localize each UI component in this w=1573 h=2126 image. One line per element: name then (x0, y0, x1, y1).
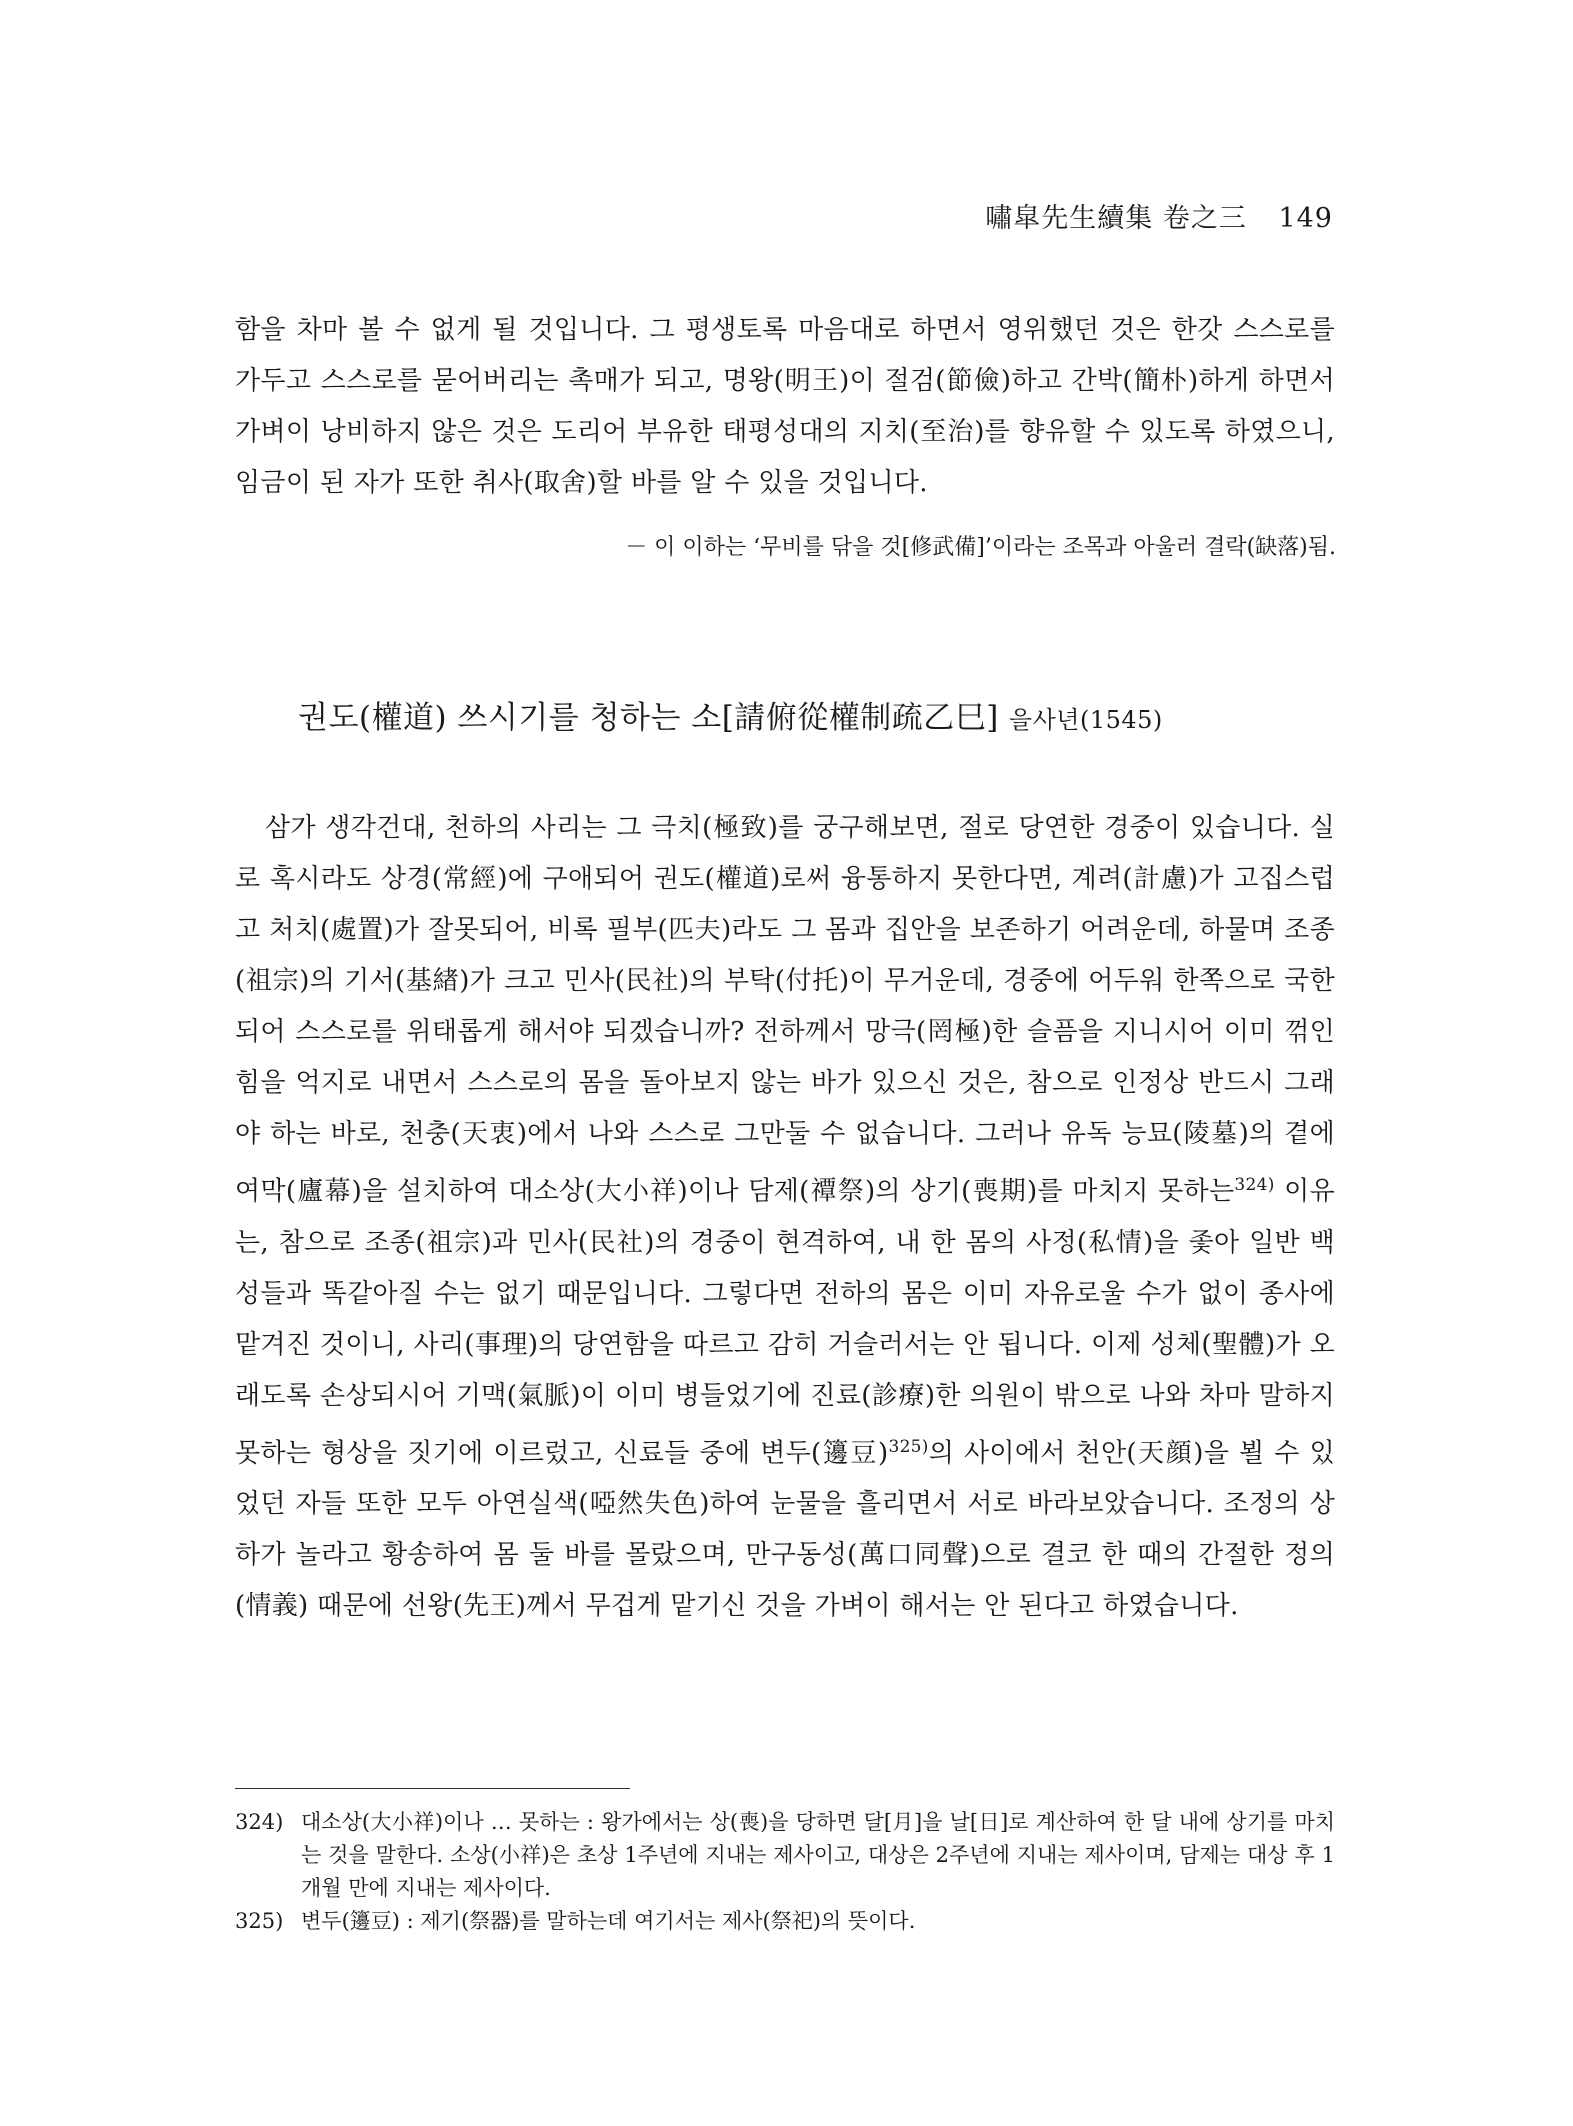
paragraph-part-1: 삼가 생각건대, 천하의 사리는 그 극치(極致)를 궁구해보면, 절로 당연한 경중이 있습니다. 실로 혹시라도 상경(常經)에 구애되어 권도(權道)로써 융통하지 못한다면, 계려(計慮)가 고집스럽고 처치(處置)가 잘못되어, 비록 필부(匹夫)라도 그 몸과 집안을 보존하기 어려운데, 하물며 조종(祖宗)의 기서(基緖)가 크고 민사(民社)의 부탁(付托)이 무거운데, 경중에 어두워 한쪽으로 국한되어 스스로를 위태롭게 해서야 되겠습니까? 전하께서 망극(罔極)한 슬픔을 지니시어 이미 꺾인 힘을 억지로 내면서 스스로의 몸을 돌아보지 않는 바가 있으신 것은, 참으로 인정상 반드시 그래야 하는 바로, 천충(天衷)에서 나와 스스로 그만둘 수 없습니다. 그러나 유독 능묘(陵墓)의 곁에 여막(廬幕)을 설치하여 대소상(大小祥)이나 담제(禫祭)의 상기(喪期)를 마치지 못하는 (235, 813, 1335, 1207)
footnote-ref-324[interactable]: 324) (1234, 1175, 1275, 1195)
section-title-text: 권도(權道) 쓰시기를 청하는 소[請俯從權制疏乙巳] (298, 700, 999, 736)
book-title: 嘯皐先生續集 卷之三 (985, 203, 1247, 234)
paragraph-part-2: 이유는, 참으로 조종(祖宗)과 민사(民社)의 경중이 현격하여, 내 한 몸의 사정(私情)을 좇아 일반 백성들과 똑같아질 수는 없기 때문입니다. 그렇다면 전하의 몸은 이미 자유로울 수가 없이 종사에 맡겨진 것이니, 사리(事理)의 당연함을 따르고 감히 거슬러서는 안 됩니다. 이제 성체(聖體)가 오래도록 손상되시어 기맥(氣脈)이 이미 병들었기에 진료(診療)한 의원이 밖으로 나와 차마 말하지 못하는 형상을 짓기에 이르렀고, 신료들 중에 변두(籩豆) (235, 1176, 1335, 1469)
footnote-item (235, 1905, 1335, 1938)
footnote-divider (235, 1788, 630, 1789)
footnote-text: 변두(籩豆) : 제기(祭器)를 말하는데 여기서는 제사(祭祀)의 뜻이다. (301, 1909, 916, 1933)
footnote-item (235, 1806, 1335, 1905)
footnote-number: 324) (235, 1810, 284, 1834)
paragraph-part-3: 의 사이에서 천안(天顔)을 뵐 수 있었던 자들 또한 모두 아연실색(啞然失色)하여 눈물을 흘리면서 서로 바라보았습니다. 조정의 상하가 놀라고 황송하여 몸 둘 바를 몰랐으며, 만구동성(萬口同聲)으로 결코 한 때의 간절한 정의(情義) 때문에 선왕(先王)께서 무겁게 맡기신 것을 가벼이 해서는 안 된다고 하였습니다. (235, 1438, 1336, 1622)
omission-note: － 이 이하는 ‘무비를 닦을 것[修武備]’이라는 조목과 아울러 결락(缺落)됨. (625, 535, 1336, 560)
footnotes (235, 1806, 1335, 1938)
footnote-number: 325) (235, 1909, 284, 1933)
paragraph-continued: 함을 차마 볼 수 없게 될 것입니다. 그 평생토록 마음대로 하면서 영위했던 것은 한갓 스스로를 가두고 스스로를 묻어버리는 촉매가 되고, 명왕(明王)이 절검(節儉)하고 간박(簡朴)하게 하면서 가벼이 낭비하지 않은 것은 도리어 부유한 태평성대의 지치(至治)를 향유할 수 있도록 하였으니, 임금이 된 자가 또한 취사(取舍)할 바를 알 수 있을 것입니다. (235, 315, 1335, 498)
section-title (298, 692, 1163, 737)
footnote-text: 대소상(大小祥)이나 … 못하는 : 왕가에서는 상(喪)을 당하면 달[月]을 날[日]로 계산하여 한 달 내에 상기를 마치는 것을 말한다. 소상(小祥)은 초상 1주년에 지내는 제사이고, 대상은 2주년에 지내는 제사이며, 담제는 대상 후 1개월 만에 지내는 제사이다. (301, 1810, 1335, 1900)
running-header (985, 196, 1333, 235)
memorial-paragraph (235, 803, 1335, 1632)
section-year: 을사년(1545) (1008, 706, 1163, 734)
footnote-ref-325[interactable]: 325) (888, 1436, 929, 1457)
page-number: 149 (1278, 203, 1333, 234)
